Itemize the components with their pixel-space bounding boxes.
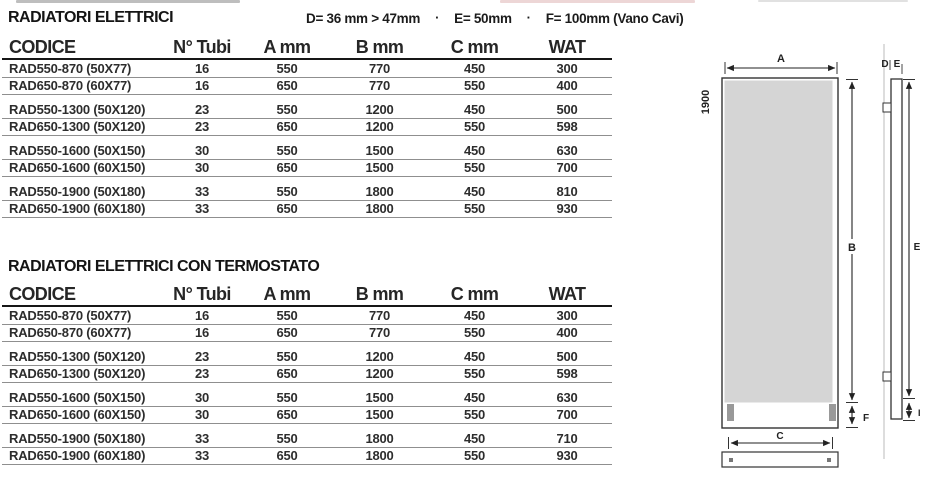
bottom-view-outline bbox=[722, 452, 838, 467]
dim-label-i: I bbox=[918, 408, 921, 418]
table-row bbox=[2, 201, 612, 219]
table-body bbox=[2, 307, 612, 465]
table-cell: 1500 bbox=[365, 160, 394, 176]
dim-label-a: A bbox=[777, 53, 785, 65]
column-header-wat: WAT bbox=[548, 37, 586, 57]
table-cell: RAD650-1900 (60X180) bbox=[9, 448, 146, 464]
column-header-a-mm: A mm bbox=[263, 37, 311, 57]
table-cell: 650 bbox=[276, 448, 298, 464]
side-view-bracket-bottom bbox=[883, 372, 891, 381]
table-cell: 550 bbox=[276, 430, 298, 446]
table-cell: 650 bbox=[276, 160, 298, 176]
column-header-wat: WAT bbox=[548, 284, 586, 304]
table-cell: 650 bbox=[276, 325, 298, 341]
table-cell: 16 bbox=[194, 307, 210, 323]
table-cell: 33 bbox=[194, 183, 210, 199]
table-cell: 550 bbox=[463, 160, 486, 176]
table-cell: 30 bbox=[194, 407, 210, 423]
section-title-radiatori-elettrici-con-termostato: RADIATORI ELETTRICI CON TERMOSTATO bbox=[8, 258, 320, 275]
table-cell: 1800 bbox=[365, 448, 394, 464]
table-cell: 550 bbox=[463, 201, 486, 217]
table-row bbox=[2, 101, 612, 119]
table-cell: 23 bbox=[194, 348, 210, 364]
table-cell: 650 bbox=[276, 78, 298, 94]
table-cell: RAD650-1300 (50X120) bbox=[9, 119, 146, 135]
table-cell: RAD550-870 (50X77) bbox=[9, 307, 132, 323]
cut-off-text-artifact bbox=[16, 0, 240, 3]
table-row bbox=[2, 366, 612, 384]
table-cell: 770 bbox=[368, 307, 391, 323]
column-header-codice: CODICE bbox=[9, 284, 76, 304]
table-cell: 1500 bbox=[365, 407, 394, 423]
table-row bbox=[2, 142, 612, 160]
table-row bbox=[2, 325, 612, 343]
legend-d: D= 36 mm > 47mm bbox=[306, 11, 421, 26]
column-header-c-mm: C mm bbox=[450, 284, 499, 304]
table-cell: RAD550-1900 (50X180) bbox=[9, 183, 146, 199]
table-cell: 650 bbox=[276, 407, 298, 423]
side-view-profile bbox=[891, 79, 902, 419]
table-cell: 1800 bbox=[365, 183, 394, 199]
dim-label-d: D bbox=[881, 59, 889, 70]
table-cell: 33 bbox=[194, 430, 210, 446]
column-header-n-tubi: N° Tubi bbox=[173, 284, 231, 304]
table-cell: 450 bbox=[463, 142, 486, 158]
table-row bbox=[2, 119, 612, 137]
table-row bbox=[2, 183, 612, 201]
table-cell: 598 bbox=[556, 366, 578, 382]
table-cell: 400 bbox=[556, 325, 578, 341]
table-cell: 30 bbox=[194, 389, 210, 405]
table-body bbox=[2, 60, 612, 218]
table-cell: 23 bbox=[194, 101, 210, 117]
table-row bbox=[2, 407, 612, 425]
table-radiatori-elettrici-con-termostato bbox=[2, 280, 612, 471]
table-cell: 450 bbox=[463, 348, 486, 364]
table-cell: RAD550-1300 (50X120) bbox=[9, 101, 146, 117]
table-cell: 930 bbox=[556, 448, 578, 464]
table-cell: 550 bbox=[463, 119, 486, 135]
table-cell: 550 bbox=[276, 307, 298, 323]
table-cell: RAD650-1600 (60X150) bbox=[9, 407, 146, 423]
table-cell: 16 bbox=[194, 325, 210, 341]
table-cell: 500 bbox=[556, 101, 578, 117]
column-header-codice: CODICE bbox=[9, 37, 76, 57]
column-header-n-tubi: N° Tubi bbox=[173, 37, 231, 57]
table-header-row bbox=[2, 280, 612, 307]
table-row bbox=[2, 78, 612, 96]
table-radiatori-elettrici bbox=[2, 33, 612, 224]
table-row bbox=[2, 307, 612, 325]
table-cell: 630 bbox=[556, 389, 578, 405]
table-cell: 450 bbox=[463, 389, 486, 405]
table-cell: 770 bbox=[368, 325, 391, 341]
table-cell: 33 bbox=[194, 448, 210, 464]
table-cell: 450 bbox=[463, 60, 486, 76]
legend-e: E= 50mm bbox=[454, 11, 512, 26]
table-cell: 33 bbox=[194, 201, 210, 217]
table-cell: 450 bbox=[463, 183, 486, 199]
radiator-dimension-diagram bbox=[689, 0, 929, 482]
table-cell: 650 bbox=[276, 366, 298, 382]
dim-label-b: B bbox=[848, 242, 856, 254]
table-cell: RAD550-1900 (50X180) bbox=[9, 430, 146, 446]
table-cell: 700 bbox=[556, 407, 578, 423]
table-cell: 770 bbox=[368, 60, 391, 76]
table-row bbox=[2, 389, 612, 407]
front-view-panel bbox=[725, 81, 833, 403]
table-cell: 1500 bbox=[365, 142, 394, 158]
table-cell: RAD550-870 (50X77) bbox=[9, 60, 132, 76]
table-cell: 16 bbox=[194, 78, 210, 94]
dim-label-e-top: E bbox=[893, 59, 901, 70]
table-cell: 23 bbox=[194, 366, 210, 382]
table-cell: 1200 bbox=[365, 119, 394, 135]
table-cell: 1800 bbox=[365, 201, 394, 217]
table-row bbox=[2, 60, 612, 78]
table-cell: 550 bbox=[276, 142, 298, 158]
table-cell: 300 bbox=[556, 60, 578, 76]
table-cell: RAD650-870 (60X77) bbox=[9, 78, 132, 94]
table-row bbox=[2, 348, 612, 366]
table-row bbox=[2, 160, 612, 178]
dim-label-e-side: E bbox=[913, 242, 921, 253]
table-cell: 930 bbox=[556, 201, 578, 217]
table-header-row bbox=[2, 33, 612, 60]
table-cell: 30 bbox=[194, 142, 210, 158]
table-cell: 300 bbox=[556, 307, 578, 323]
column-header-c-mm: C mm bbox=[450, 37, 499, 57]
table-cell: RAD550-1600 (50X150) bbox=[9, 389, 146, 405]
table-cell: RAD650-1600 (60X150) bbox=[9, 160, 146, 176]
table-cell: 810 bbox=[556, 183, 578, 199]
side-view-bracket-top bbox=[883, 103, 891, 112]
table-cell: RAD650-1300 (50X120) bbox=[9, 366, 146, 382]
front-view-foot-left bbox=[727, 404, 734, 421]
table-cell: 550 bbox=[276, 183, 298, 199]
table-cell: 550 bbox=[463, 366, 486, 382]
table-cell: 450 bbox=[463, 101, 486, 117]
table-cell: 1200 bbox=[365, 101, 394, 117]
table-cell: 550 bbox=[463, 407, 486, 423]
table-cell: 550 bbox=[276, 389, 298, 405]
table-cell: 400 bbox=[556, 78, 578, 94]
table-cell: 550 bbox=[276, 101, 298, 117]
table-cell: 23 bbox=[194, 119, 210, 135]
table-cell: 550 bbox=[276, 60, 298, 76]
dim-label-1900: 1900 bbox=[700, 89, 712, 115]
table-cell: 450 bbox=[463, 307, 486, 323]
table-cell: 1500 bbox=[365, 389, 394, 405]
table-cell: 650 bbox=[276, 201, 298, 217]
dim-label-f: F bbox=[863, 413, 870, 424]
table-cell: 1200 bbox=[365, 348, 394, 364]
table-cell: RAD550-1600 (50X150) bbox=[9, 142, 146, 158]
table-cell: 1200 bbox=[365, 366, 394, 382]
table-cell: 598 bbox=[556, 119, 578, 135]
front-view-foot-right bbox=[829, 404, 836, 421]
table-cell: 550 bbox=[276, 348, 298, 364]
column-header-b-mm: B mm bbox=[355, 37, 404, 57]
table-cell: 550 bbox=[463, 325, 486, 341]
legend-separator: · bbox=[435, 10, 440, 25]
legend-separator: · bbox=[526, 10, 531, 25]
dimension-legend bbox=[306, 11, 683, 26]
table-cell: RAD550-1300 (50X120) bbox=[9, 348, 146, 364]
table-cell: RAD650-1900 (60X180) bbox=[9, 201, 146, 217]
table-cell: 700 bbox=[556, 160, 578, 176]
table-cell: 770 bbox=[368, 78, 391, 94]
bottom-view-port-right bbox=[827, 458, 831, 462]
dimension-drawing bbox=[689, 0, 929, 482]
table-row bbox=[2, 430, 612, 448]
bottom-view-port-left bbox=[729, 458, 733, 462]
cut-off-text-artifact bbox=[500, 0, 695, 3]
table-cell: 30 bbox=[194, 160, 210, 176]
table-cell: 550 bbox=[463, 448, 486, 464]
legend-f: F= 100mm (Vano Cavi) bbox=[545, 11, 684, 26]
table-cell: 1800 bbox=[365, 430, 394, 446]
table-cell: 450 bbox=[463, 430, 486, 446]
table-cell: 630 bbox=[556, 142, 578, 158]
table-row bbox=[2, 448, 612, 466]
dim-label-c: C bbox=[776, 431, 784, 442]
table-cell: 710 bbox=[556, 430, 578, 446]
table-cell: 650 bbox=[276, 119, 298, 135]
column-header-a-mm: A mm bbox=[263, 284, 311, 304]
section-title-radiatori-elettrici: RADIATORI ELETTRICI bbox=[8, 9, 174, 26]
table-cell: 550 bbox=[463, 78, 486, 94]
table-cell: 500 bbox=[556, 348, 578, 364]
table-cell: 16 bbox=[194, 60, 210, 76]
table-cell: RAD650-870 (60X77) bbox=[9, 325, 132, 341]
column-header-b-mm: B mm bbox=[355, 284, 404, 304]
